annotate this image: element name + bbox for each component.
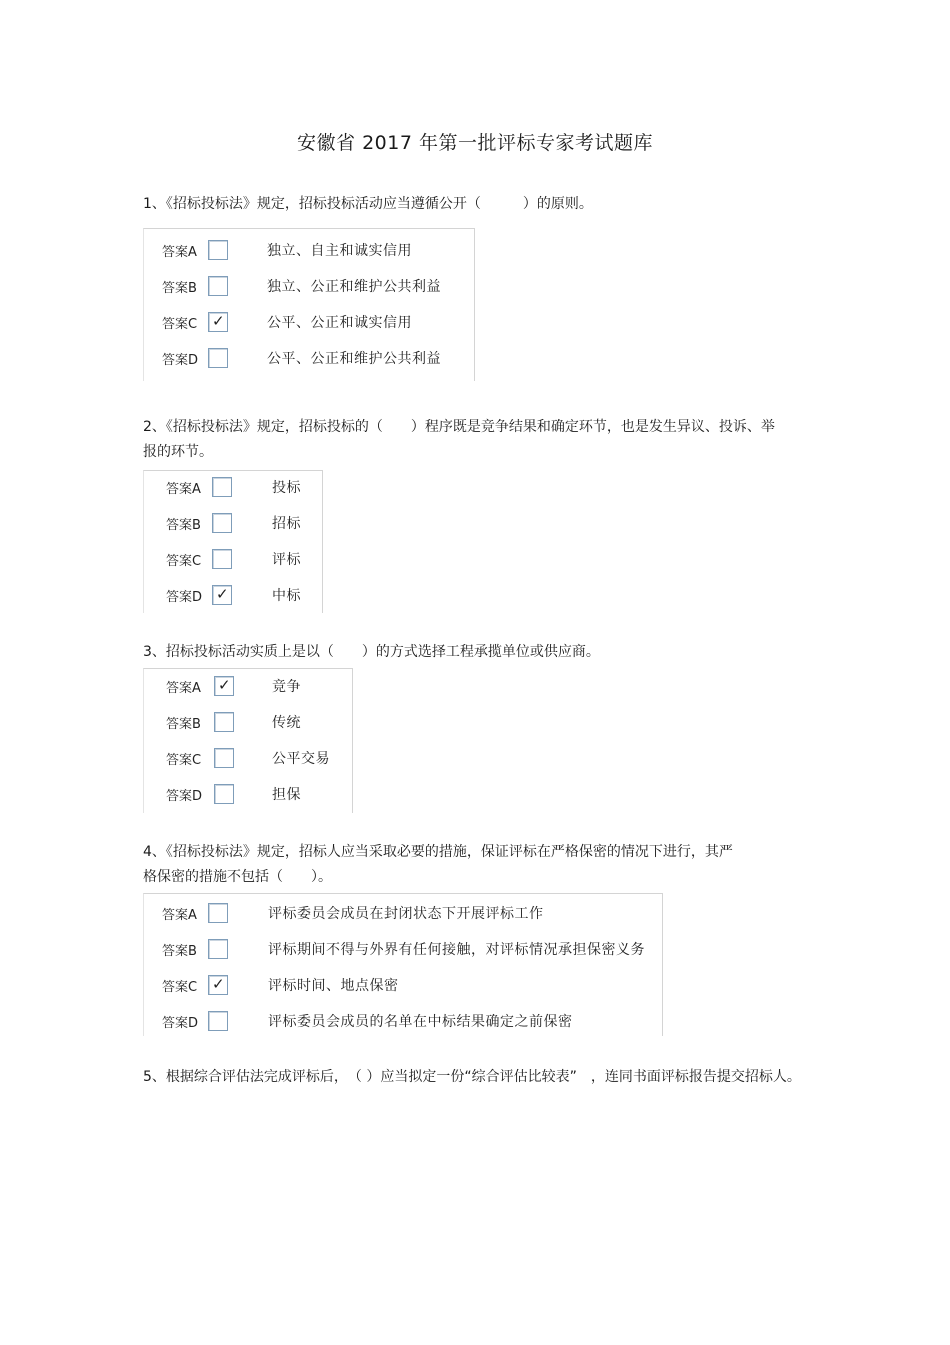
- checkbox-icon[interactable]: [214, 748, 234, 768]
- option-c[interactable]: [144, 546, 322, 572]
- page-title: 安徽省 2017 年第一批评标专家考试题库: [297, 132, 653, 154]
- checkbox-icon[interactable]: [208, 1011, 228, 1031]
- question-4-text: 4、《招标投标法》规定，招标人应当采取必要的措施，保证评标在严格保密的情况下进行，其严格保密的措施不包括（ ）。: [143, 844, 733, 885]
- option-b[interactable]: [144, 273, 474, 299]
- option-a[interactable]: [144, 474, 322, 500]
- question-2-options: [143, 470, 323, 613]
- option-text: 公平、公正和维护公共利益: [267, 351, 441, 367]
- question-3-text: 3、招标投标活动实质上是以（ ）的方式选择工程承揽单位或供应商。: [143, 644, 600, 660]
- option-c[interactable]: [144, 309, 474, 335]
- option-text: 评标委员会成员在封闭状态下开展评标工作: [268, 906, 544, 922]
- option-label: 答案B: [162, 943, 197, 959]
- question-4-options: [143, 893, 663, 1036]
- option-text: 评标期间不得与外界有任何接触，对评标情况承担保密义务: [268, 942, 645, 958]
- option-a[interactable]: [144, 237, 474, 263]
- option-text: 竞争: [272, 679, 301, 695]
- checkbox-icon[interactable]: [212, 549, 232, 569]
- option-text: 评标: [272, 552, 301, 568]
- checkbox-icon[interactable]: [212, 513, 232, 533]
- option-c[interactable]: [144, 745, 352, 771]
- checkbox-icon[interactable]: [214, 784, 234, 804]
- option-label: 答案A: [166, 481, 201, 497]
- option-label: 答案A: [162, 907, 197, 923]
- checkbox-icon[interactable]: [208, 348, 228, 368]
- option-label: 答案A: [162, 244, 197, 260]
- option-c[interactable]: [144, 972, 662, 998]
- option-d[interactable]: [144, 1008, 662, 1034]
- checkbox-icon[interactable]: [208, 240, 228, 260]
- option-b[interactable]: [144, 936, 662, 962]
- option-text: 中标: [272, 588, 301, 604]
- checkbox-checked-icon[interactable]: [208, 975, 228, 995]
- question-3-options: [143, 668, 353, 813]
- option-label: 答案C: [162, 979, 198, 995]
- option-label: 答案C: [166, 553, 202, 569]
- checkbox-checked-icon[interactable]: [214, 676, 234, 696]
- option-d[interactable]: [144, 582, 322, 608]
- option-text: 评标时间、地点保密: [268, 978, 399, 994]
- checkbox-checked-icon[interactable]: [208, 312, 228, 332]
- option-text: 独立、自主和诚实信用: [267, 243, 412, 259]
- option-label: 答案D: [162, 352, 199, 368]
- option-d[interactable]: [144, 781, 352, 807]
- checkbox-icon[interactable]: [214, 712, 234, 732]
- option-label: 答案B: [166, 716, 201, 732]
- option-label: 答案C: [166, 752, 202, 768]
- option-label: 答案B: [162, 280, 197, 296]
- option-label: 答案B: [166, 517, 201, 533]
- option-text: 担保: [272, 787, 301, 803]
- checkbox-checked-icon[interactable]: [212, 585, 232, 605]
- option-d[interactable]: [144, 345, 474, 371]
- option-b[interactable]: [144, 510, 322, 536]
- checkbox-icon[interactable]: [208, 939, 228, 959]
- option-a[interactable]: [144, 673, 352, 699]
- option-label: 答案C: [162, 316, 198, 332]
- question-5-text: 5、根据综合评估法完成评标后， （ ）应当拟定一份“综合评估比较表” ，连同书面评标报告提交招标人。: [143, 1069, 801, 1085]
- question-1-options: [143, 228, 475, 381]
- option-text: 独立、公正和维护公共利益: [267, 279, 441, 295]
- option-text: 公平、公正和诚实信用: [267, 315, 412, 331]
- option-text: 传统: [272, 715, 301, 731]
- option-text: 投标: [272, 480, 301, 496]
- option-label: 答案D: [162, 1015, 199, 1031]
- question-2-text: 2、《招标投标法》规定，招标投标的（ ）程序既是竞争结果和确定环节，也是发生异议、投诉、举报的环节。: [143, 419, 775, 460]
- option-b[interactable]: [144, 709, 352, 735]
- option-label: 答案D: [166, 788, 203, 804]
- checkbox-icon[interactable]: [208, 903, 228, 923]
- option-text: 公平交易: [272, 751, 330, 767]
- checkbox-icon[interactable]: [208, 276, 228, 296]
- option-label: 答案A: [166, 680, 201, 696]
- question-1-text: 1、《招标投标法》规定，招标投标活动应当遵循公开（ ）的原则。: [143, 196, 593, 212]
- option-a[interactable]: [144, 900, 662, 926]
- checkbox-icon[interactable]: [212, 477, 232, 497]
- option-label: 答案D: [166, 589, 203, 605]
- option-text: 招标: [272, 516, 301, 532]
- option-text: 评标委员会成员的名单在中标结果确定之前保密: [268, 1014, 573, 1030]
